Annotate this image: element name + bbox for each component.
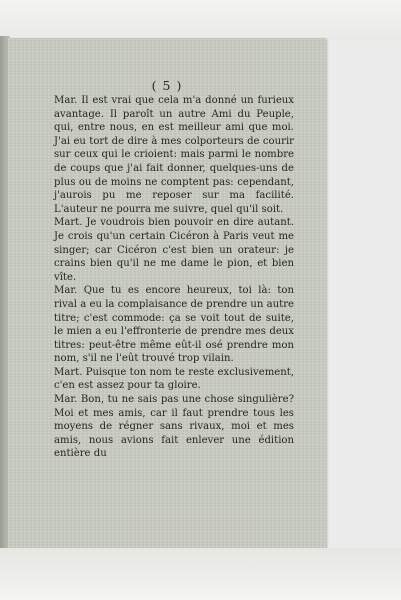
page-number: ( 5 ) <box>151 78 183 93</box>
paragraph-5: Mar. Bon, tu ne sais pas une chose singulière? Moi et mes amis, car il faut prendre tous les moyens de régner sans rivaux, moi et mes amis, nous avions fait enlever une édition entière du <box>54 394 294 460</box>
paragraph-4: Mart. Puisque ton nom te reste exclusivement, c'en est assez pour ta gloire. <box>54 366 294 392</box>
page-body <box>54 94 294 461</box>
backdrop-top <box>0 0 401 40</box>
backdrop-bottom <box>0 548 401 600</box>
paragraph-1: Mar. Il est vrai que cela m'a donné un furieux avantage. Il paroît un autre Ami du Peuple, qui, entre nous, en est meilleur ami que moi. J'ai eu tort de dire à mes colporteurs de courir sur ceux qui le crioient: mais parmi le nombre de coups que j'ai fait donner, quelques-uns de plus ou de moins ne comptent pas: cependant, j'aurois pu me reposer sur ma facilité. L'auteur ne pourra me suivre, quel qu'il soit. <box>54 95 294 215</box>
paragraph-3: Mar. Que tu es encore heureux, toi là: ton rival a eu la complaisance de prendre un autre titre; c'est commode: ça se voit tout de suite, le mien a eu l'effronterie de prendre mes deux titres: peut-être même eût-il osé prendre mon nom, s'il ne l'eût trouvé trop vilain. <box>54 285 294 365</box>
book-page <box>8 38 326 550</box>
paragraph-2: Mart. Je voudrois bien pouvoir en dire autant. Je crois qu'un certain Cicéron à Paris veut me singer; car Cicéron c'est bien un orateur: je crains bien qu'il ne me dame le pion, et bien vîte. <box>54 217 294 283</box>
